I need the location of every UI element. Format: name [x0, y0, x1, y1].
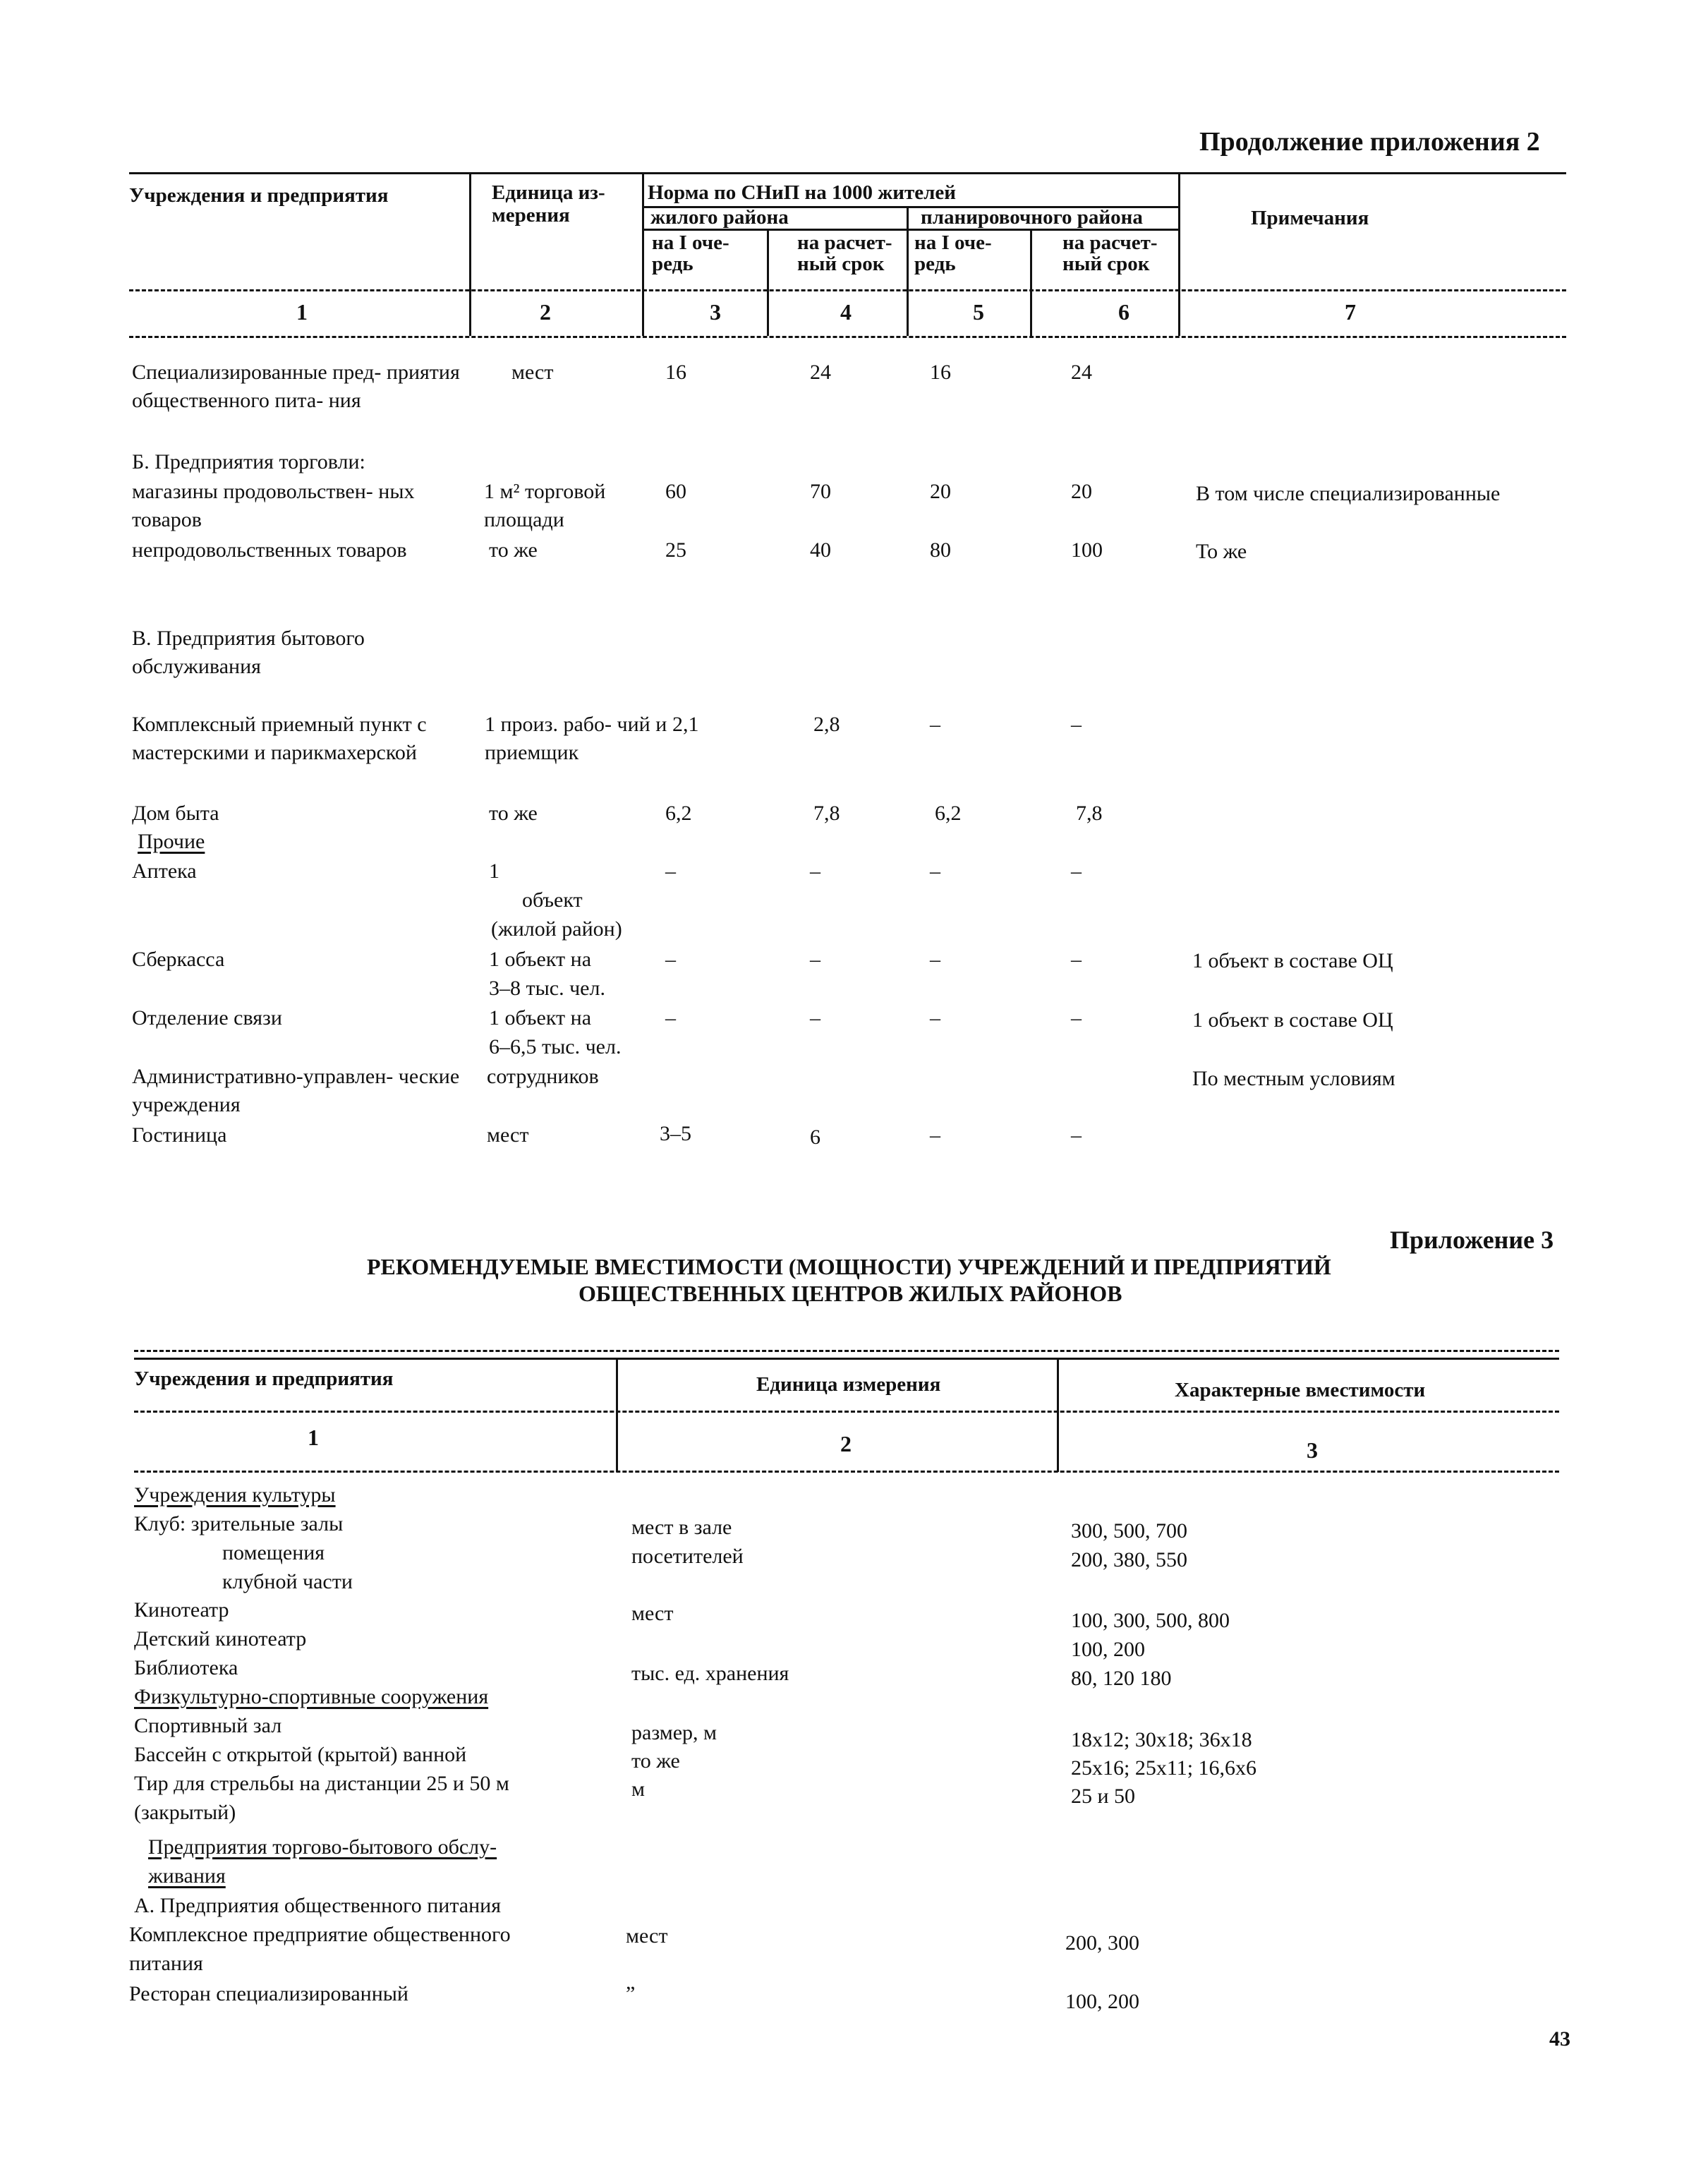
- col-number: 2: [840, 1431, 852, 1456]
- row-note: В том числе специализированные: [1196, 482, 1501, 505]
- header-first-line2: редь: [652, 253, 694, 275]
- row-name: Специализированные пред- приятия общественного пита- ния: [132, 361, 460, 412]
- row-value: 6: [810, 1125, 820, 1149]
- col-number: 1: [308, 1425, 319, 1450]
- header-norm: Норма по СНиП на 1000 жителей: [648, 181, 956, 204]
- col-number: 6: [1118, 299, 1129, 325]
- row-value: –: [665, 859, 676, 883]
- row-value: –: [1071, 713, 1082, 736]
- row-value: 80: [930, 538, 951, 562]
- row-note: 1 объект в составе ОЦ: [1192, 1008, 1393, 1032]
- row-note: По местным условиям: [1192, 1067, 1395, 1090]
- row-value: 40: [810, 538, 831, 562]
- row-capacity: 200, 380, 550: [1071, 1548, 1187, 1571]
- row-unit: мест: [487, 1123, 529, 1147]
- row-name: непродовольственных товаров: [132, 538, 407, 562]
- col-number: 7: [1345, 299, 1356, 325]
- row-unit: то же: [631, 1749, 680, 1773]
- col-number: 5: [973, 299, 984, 325]
- row-value: 3–5: [660, 1122, 691, 1145]
- section-culture: Учреждения культуры: [134, 1483, 336, 1507]
- row-value: –: [1071, 1123, 1082, 1147]
- row-value: –: [810, 1006, 820, 1030]
- row-name: Кинотеатр: [134, 1598, 229, 1622]
- row-name-line2: питания: [129, 1952, 203, 1975]
- row-name-line1: Тир для стрельбы на дистанции 25 и 50 м: [134, 1772, 509, 1795]
- section-catering: А. Предприятия общественного питания: [134, 1894, 502, 1917]
- appendix3-label: Приложение 3: [1390, 1226, 1554, 1254]
- row-name: Отделение связи: [132, 1006, 282, 1030]
- row-unit: мест: [626, 1924, 668, 1948]
- continuation-label: Продолжение приложения 2: [1199, 127, 1540, 157]
- row-name: Детский кинотеатр: [134, 1627, 307, 1650]
- header-notes: Примечания: [1251, 207, 1369, 229]
- row-value: 60: [665, 480, 686, 503]
- section-trade-line1: Предприятия торгово-бытового обслу-: [148, 1835, 497, 1859]
- header-calc-line2: ный срок: [797, 253, 885, 275]
- row-value: 2,1: [672, 713, 699, 736]
- row-value: 7,8: [813, 802, 840, 825]
- row-name: Сберкасса: [132, 948, 225, 971]
- row-name-line2: клубной части: [222, 1570, 353, 1593]
- row-unit: ”: [626, 1982, 636, 2005]
- row-value: –: [930, 713, 940, 736]
- col-number: 4: [840, 299, 852, 325]
- row-capacity: 25 и 50: [1071, 1785, 1136, 1808]
- header-first-line1-b: на I оче-: [914, 231, 992, 254]
- row-value: 70: [810, 480, 831, 503]
- row-unit: мест: [511, 361, 554, 384]
- row-unit: то же: [489, 802, 538, 825]
- appendix3-title-line2: ОБЩЕСТВЕННЫХ ЦЕНТРОВ ЖИЛЫХ РАЙОНОВ: [579, 1281, 1122, 1306]
- header-calc-line2-b: ный срок: [1062, 253, 1150, 275]
- row-unit: мест в зале: [631, 1516, 732, 1539]
- row-unit: тыс. ед. хранения: [631, 1662, 789, 1685]
- row-value: 6,2: [665, 802, 692, 825]
- appendix3-title-line1: РЕКОМЕНДУЕМЫЕ ВМЕСТИМОСТИ (МОЩНОСТИ) УЧРЕЖДЕНИЙ И ПРЕДПРИЯТИЙ: [367, 1254, 1331, 1279]
- row-unit: сотрудников: [487, 1065, 599, 1088]
- section-sports: Физкультурно-спортивные сооружения: [134, 1685, 489, 1708]
- header-calc-line1: на расчет-: [797, 231, 892, 254]
- col-number: 3: [710, 299, 721, 325]
- row-unit-line1: 1 объект на: [489, 948, 592, 971]
- row-unit-line1: 1 объект на: [489, 1006, 592, 1030]
- section-trade-line2: живания: [148, 1864, 226, 1888]
- row-value: –: [665, 948, 676, 971]
- row-name: Бассейн с открытой (крытой) ванной: [134, 1743, 467, 1766]
- row-value: 24: [1071, 361, 1092, 384]
- row-value: –: [810, 948, 820, 971]
- row-value: –: [1071, 1006, 1082, 1030]
- row-value: –: [930, 859, 940, 883]
- row-name: Ресторан специализированный: [129, 1982, 408, 2005]
- row-value: 20: [930, 480, 951, 503]
- row-name-line1: помещения: [222, 1541, 325, 1564]
- header-first-line1: на I оче-: [652, 231, 729, 254]
- header-institution: Учреждения и предприятия: [129, 184, 389, 207]
- row-note: То же: [1196, 540, 1247, 563]
- row-value: –: [665, 1006, 676, 1030]
- section-trade: Б. Предприятия торговли:: [132, 450, 365, 473]
- row-value: 7,8: [1076, 802, 1103, 825]
- row-capacity: 100, 200: [1071, 1638, 1145, 1661]
- row-name-line1: Комплексное предприятие общественного: [129, 1923, 511, 1946]
- row-value: 20: [1071, 480, 1092, 503]
- row-unit: то же: [489, 538, 538, 562]
- row-name: Спортивный зал: [134, 1714, 282, 1737]
- row-unit: 1 произ. рабо- чий и приемщик: [485, 713, 667, 764]
- row-name: Гостиница: [132, 1123, 227, 1147]
- row-capacity: 100, 300, 500, 800: [1071, 1609, 1230, 1632]
- header-institution: Учреждения и предприятия: [134, 1368, 394, 1390]
- page-number: 43: [1549, 2027, 1570, 2051]
- row-unit-line2: 6–6,5 тыс. чел.: [489, 1035, 622, 1058]
- row-value: –: [930, 948, 940, 971]
- row-value: 16: [665, 361, 686, 384]
- row-value: –: [1071, 948, 1082, 971]
- header-capacity: Характерные вместимости: [1175, 1379, 1426, 1401]
- row-value: –: [930, 1006, 940, 1030]
- header-unit-line2: мерения: [492, 204, 570, 227]
- row-unit-line2: 3–8 тыс. чел.: [489, 977, 605, 1000]
- row-unit: посетителей: [631, 1545, 744, 1568]
- row-unit-line2: объект: [522, 888, 583, 912]
- row-name: Дом быта: [132, 802, 219, 825]
- header-residential: жилого района: [650, 206, 789, 229]
- row-unit: мест: [631, 1602, 674, 1625]
- col-number: 3: [1307, 1437, 1318, 1463]
- row-name: магазины продовольствен- ных товаров: [132, 480, 415, 531]
- row-name-line2: (закрытый): [134, 1801, 236, 1824]
- row-unit: размер, м: [631, 1721, 717, 1744]
- row-note: 1 объект в составе ОЦ: [1192, 949, 1393, 972]
- row-value: 24: [810, 361, 831, 384]
- row-unit-line3: (жилой район): [491, 917, 622, 941]
- row-value: 6,2: [935, 802, 962, 825]
- row-capacity: 200, 300: [1065, 1931, 1139, 1955]
- section-services: В. Предприятия бытового обслуживания: [132, 627, 365, 678]
- header-calc-line1-b: на расчет-: [1062, 231, 1158, 254]
- row-value: –: [1071, 859, 1082, 883]
- row-name: Комплексный приемный пункт с мастерскими и парикмахерской: [132, 713, 427, 764]
- col-number: 2: [540, 299, 551, 325]
- row-name: Библиотека: [134, 1656, 238, 1679]
- row-value: 100: [1071, 538, 1103, 562]
- header-unit: Единица измерения: [756, 1373, 941, 1396]
- row-name: Административно-управлен- ческие учреждения: [132, 1065, 460, 1116]
- row-value: 16: [930, 361, 951, 384]
- row-capacity: 25x16; 25x11; 16,6x6: [1071, 1756, 1257, 1780]
- row-unit: 1 м² торговой площади: [484, 480, 606, 531]
- row-name: Клуб: зрительные залы: [134, 1512, 344, 1535]
- row-capacity: 80, 120 180: [1071, 1667, 1172, 1690]
- row-value: 2,8: [813, 713, 840, 736]
- row-value: –: [810, 859, 820, 883]
- section-other: Прочие: [138, 830, 205, 853]
- header-first-line2-b: редь: [914, 253, 956, 275]
- header-unit-line1: Единица из-: [492, 181, 605, 204]
- header-planning: планировочного района: [921, 206, 1143, 229]
- row-capacity: 100, 200: [1065, 1990, 1139, 2013]
- row-value: –: [930, 1123, 940, 1147]
- row-name: Аптека: [132, 859, 197, 883]
- row-value: 25: [665, 538, 686, 562]
- col-number: 1: [296, 299, 308, 325]
- row-capacity: 18x12; 30x18; 36x18: [1071, 1728, 1252, 1751]
- row-unit-line1: 1: [489, 859, 499, 883]
- row-capacity: 300, 500, 700: [1071, 1519, 1187, 1543]
- row-unit: м: [631, 1777, 645, 1801]
